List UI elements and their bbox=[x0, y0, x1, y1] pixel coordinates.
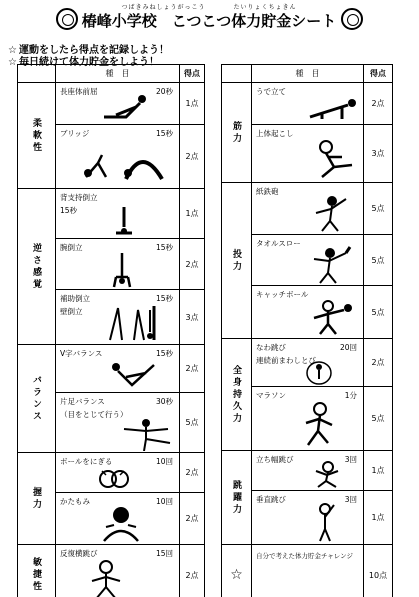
category-group bbox=[222, 339, 392, 451]
category-group bbox=[18, 545, 204, 597]
points-cell: 5点 bbox=[371, 307, 385, 317]
title-ruby: つばきみねしょうがっこう たいりょくちょきん bbox=[121, 4, 297, 11]
exercise-name: 上体起こし bbox=[256, 128, 294, 138]
exercise-name: 補助倒立 bbox=[60, 294, 90, 304]
goal-text: 毎日続けて体力貯金をしよう！ bbox=[18, 57, 159, 68]
exercise-count: 20秒 bbox=[155, 87, 173, 96]
exercise-cell bbox=[252, 545, 364, 597]
points-cell: 2点 bbox=[185, 513, 199, 523]
category-label: 柔軟性 bbox=[18, 83, 56, 188]
star-icon: ☆ bbox=[222, 545, 252, 597]
exercise-cell bbox=[56, 545, 180, 597]
category-label: バランス bbox=[18, 345, 56, 452]
catch-ball-figure-icon bbox=[304, 298, 354, 336]
exercise-cell bbox=[252, 387, 364, 450]
table-row bbox=[252, 125, 392, 182]
points-cell: 2点 bbox=[371, 98, 385, 108]
exercise-cell bbox=[252, 83, 364, 124]
table-row bbox=[56, 125, 204, 188]
table-row bbox=[56, 345, 204, 393]
exercise-count: 1分 bbox=[344, 390, 357, 400]
exercise-cell bbox=[56, 189, 180, 238]
exercise-name: V字バランス bbox=[60, 349, 103, 358]
sheet-header bbox=[0, 0, 419, 40]
exercise-cell bbox=[56, 239, 180, 290]
table-row bbox=[56, 393, 204, 452]
stretch-figure-icon bbox=[96, 93, 156, 121]
points-cell: 3点 bbox=[185, 312, 199, 322]
points-cell: 10点 bbox=[368, 570, 388, 580]
category-label: 全身持久力 bbox=[222, 339, 252, 450]
exercise-name-sub: 連続前まわしとび bbox=[256, 356, 316, 365]
exercise-name-sub: 壁倒立 bbox=[60, 307, 83, 317]
exercise-name: なわ跳び bbox=[256, 343, 286, 352]
handstand-figure-icon bbox=[102, 251, 142, 289]
category-group bbox=[222, 451, 392, 545]
category-group bbox=[18, 83, 204, 189]
exercise-count: 3回 bbox=[344, 494, 357, 504]
wall-handstand-figure-icon bbox=[104, 304, 162, 342]
shoulder-massage-figure-icon bbox=[96, 505, 146, 543]
category-group bbox=[18, 453, 204, 545]
table-row bbox=[56, 83, 204, 125]
category-label: 跳躍力 bbox=[222, 451, 252, 544]
exercise-cell bbox=[56, 493, 180, 544]
goal-text: 運動をしたら得点を記録しよう！ bbox=[18, 45, 169, 56]
exercise-name: キャッチボール bbox=[256, 290, 309, 300]
running-figure-icon bbox=[296, 401, 340, 447]
exercise-note: （目をとじて行う） bbox=[60, 409, 128, 419]
star-icon: ☆ bbox=[8, 45, 17, 56]
exercise-cell bbox=[56, 393, 180, 452]
points-cell: 1点 bbox=[371, 512, 385, 522]
category-group bbox=[222, 83, 392, 183]
exercise-count: 15秒 bbox=[155, 242, 173, 252]
points-cell: 2点 bbox=[185, 363, 199, 373]
points-cell: 5点 bbox=[371, 413, 385, 423]
points-cell: 2点 bbox=[185, 467, 199, 477]
points-header: 得点 bbox=[184, 69, 200, 78]
table-row bbox=[252, 545, 392, 597]
category-label: 握力 bbox=[18, 453, 56, 544]
category-header bbox=[222, 65, 252, 82]
category-group bbox=[222, 545, 392, 597]
exercise-count: 10回 bbox=[155, 496, 173, 506]
points-cell: 2点 bbox=[185, 151, 199, 161]
sit-up-figure-icon bbox=[312, 139, 356, 179]
long-jump-figure-icon bbox=[312, 461, 342, 489]
points-cell: 1点 bbox=[185, 208, 199, 218]
category-header bbox=[18, 65, 56, 82]
table-row bbox=[252, 235, 392, 287]
jump-rope-figure-icon bbox=[304, 361, 334, 385]
school-emblem-icon bbox=[341, 8, 363, 30]
exercise-cell bbox=[252, 339, 364, 386]
table-header bbox=[18, 65, 204, 83]
v-balance-figure-icon bbox=[106, 359, 160, 389]
category-group bbox=[18, 345, 204, 453]
table-row bbox=[252, 83, 392, 125]
exercise-cell bbox=[56, 83, 180, 124]
category-label: 投力 bbox=[222, 183, 252, 338]
exercise-cell bbox=[56, 125, 180, 188]
points-cell: 5点 bbox=[371, 203, 385, 213]
table-header bbox=[222, 65, 392, 83]
exercise-name: 片足バランス bbox=[60, 396, 105, 406]
exercise-cell bbox=[56, 345, 180, 392]
points-cell: 2点 bbox=[371, 357, 385, 367]
exercise-count: 15秒 bbox=[155, 349, 173, 358]
table-row bbox=[56, 545, 204, 597]
points-cell: 5点 bbox=[371, 255, 385, 265]
exercise-count: 10回 bbox=[155, 457, 173, 466]
table-row bbox=[56, 453, 204, 493]
table-row bbox=[252, 451, 392, 491]
page-title: 椿峰小学校 こつこつ体力貯金シート bbox=[81, 12, 337, 30]
exercise-cell bbox=[252, 491, 364, 544]
exercise-name: 紙鉄砲 bbox=[256, 187, 279, 196]
one-leg-balance-figure-icon bbox=[116, 417, 176, 451]
table-row bbox=[252, 387, 392, 450]
exercise-count: 15秒 bbox=[155, 294, 173, 304]
exercise-name: タオルスロー bbox=[256, 238, 301, 248]
points-cell: 5点 bbox=[185, 417, 199, 427]
ball-grip-figure-icon bbox=[96, 465, 130, 491]
exercise-name: 立ち幅跳び bbox=[256, 455, 294, 464]
category-group bbox=[222, 183, 392, 339]
exercise-cell bbox=[252, 235, 364, 286]
table-row bbox=[56, 493, 204, 544]
exercise-name: 背支持倒立 bbox=[60, 193, 98, 202]
exercise-name: かたもみ bbox=[60, 496, 90, 506]
exercise-name: 反復横跳び bbox=[60, 549, 98, 558]
points-cell: 2点 bbox=[185, 259, 199, 269]
points-cell: 1点 bbox=[371, 465, 385, 475]
exercise-count: 20回 bbox=[339, 343, 357, 352]
push-up-figure-icon bbox=[302, 95, 360, 121]
exercise-count: 3回 bbox=[344, 455, 357, 464]
table-row bbox=[252, 286, 392, 338]
left-exercise-table bbox=[17, 64, 205, 597]
side-step-figure-icon bbox=[86, 559, 126, 597]
right-exercise-table bbox=[221, 64, 393, 597]
category-label: 筋力 bbox=[222, 83, 252, 182]
vertical-jump-figure-icon bbox=[310, 503, 340, 543]
table-row bbox=[252, 183, 392, 235]
exercise-name: 垂直跳び bbox=[256, 494, 286, 504]
item-header: 種 目 bbox=[252, 65, 364, 82]
exercise-cell bbox=[252, 451, 364, 490]
exercise-cell bbox=[252, 183, 364, 234]
exercise-name: ブリッジ bbox=[60, 128, 90, 138]
table-row bbox=[56, 189, 204, 239]
exercise-cell bbox=[252, 125, 364, 182]
item-header: 種 目 bbox=[56, 65, 180, 82]
category-label: 逆さ感覚 bbox=[18, 189, 56, 344]
shoulder-stand-figure-icon bbox=[114, 205, 134, 237]
category-group bbox=[18, 189, 204, 345]
exercise-count: 15回 bbox=[155, 549, 173, 558]
bridge-figure-icon bbox=[76, 143, 176, 183]
exercise-name: うで立て bbox=[256, 87, 286, 96]
category-label: 敏捷性 bbox=[18, 545, 56, 597]
towel-throw-figure-icon bbox=[302, 245, 352, 285]
points-cell: 3点 bbox=[371, 148, 385, 158]
exercise-name: 長座体前屈 bbox=[60, 87, 98, 96]
exercise-count: 15秒 bbox=[60, 206, 78, 215]
points-header: 得点 bbox=[370, 69, 386, 78]
star-icon: ☆ bbox=[8, 57, 17, 68]
paper-gun-figure-icon bbox=[302, 193, 352, 233]
exercise-name: ボールをにぎる bbox=[60, 457, 113, 466]
table-row bbox=[56, 290, 204, 344]
exercise-cell bbox=[252, 286, 364, 338]
table-row bbox=[252, 339, 392, 387]
exercise-name: 腕倒立 bbox=[60, 242, 83, 252]
exercise-count: 30秒 bbox=[155, 396, 173, 406]
points-cell: 2点 bbox=[185, 570, 199, 580]
exercise-name: 自分で考えた体力貯金チャレンジ bbox=[256, 552, 353, 560]
exercise-name: マラソン bbox=[256, 390, 286, 400]
school-emblem-icon bbox=[56, 8, 78, 30]
table-row bbox=[56, 239, 204, 291]
points-cell: 1点 bbox=[185, 98, 199, 108]
table-row bbox=[252, 491, 392, 544]
exercise-cell bbox=[56, 453, 180, 492]
exercise-count: 15秒 bbox=[155, 128, 173, 138]
exercise-cell bbox=[56, 290, 180, 344]
